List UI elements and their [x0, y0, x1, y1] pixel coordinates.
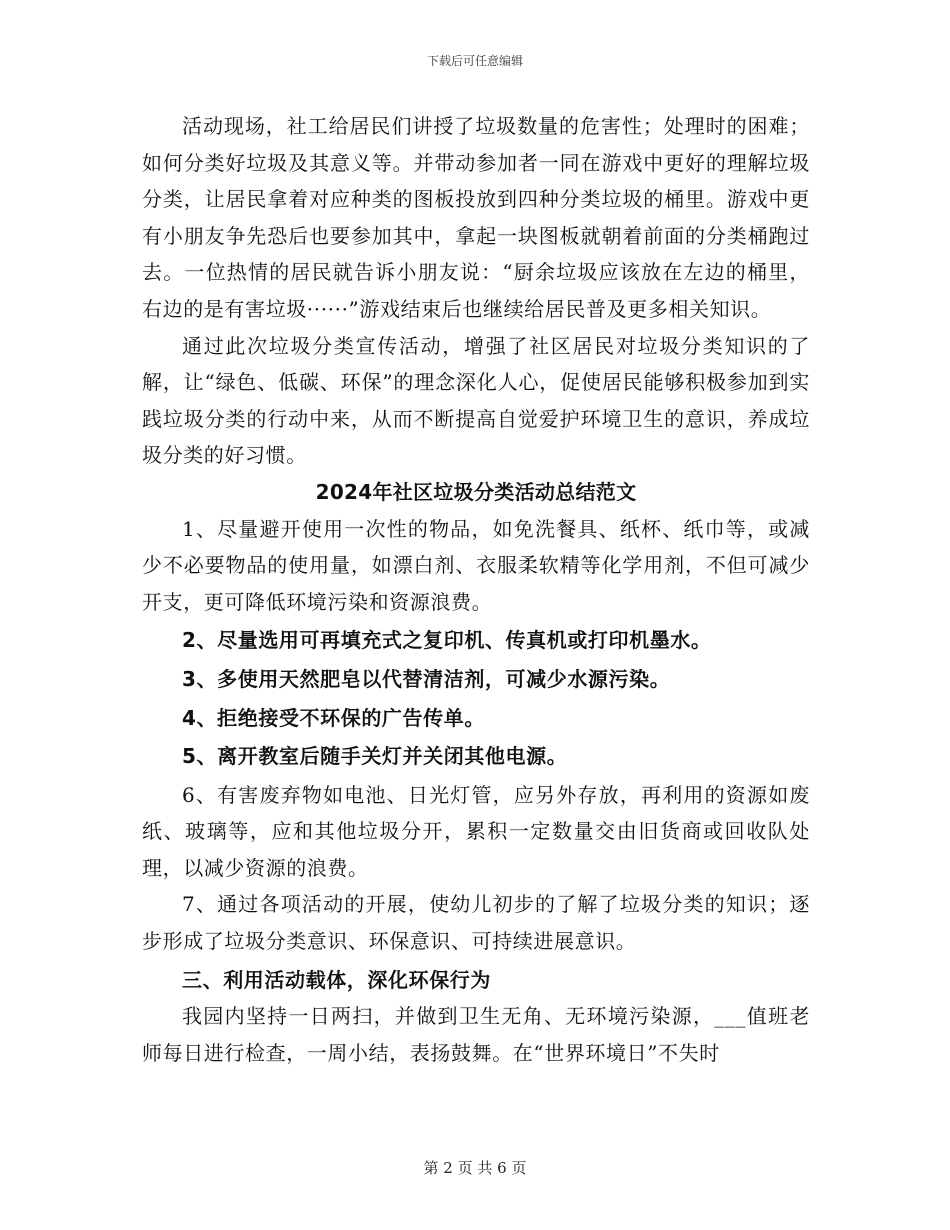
body-paragraph: 我园内坚持一日两扫，并做到卫生无角、无环境污染源，___值班老师每日进行检查，一周小结，表扬鼓舞。在“世界环境日”不失时	[142, 1004, 810, 1065]
list-item: 4、拒绝接受不环保的广告传单。	[182, 705, 485, 730]
list-item: 2、尽量选用可再填充式之复印机、传真机或打印机墨水。	[182, 628, 712, 653]
body-paragraph: 活动现场，社工给居民们讲授了垃圾数量的危害性；处理时的困难；如何分类好垃圾及其意义等。并带动参加者一同在游戏中更好的理解垃圾分类，让居民拿着对应种类的图板投放到四种分类垃圾的桶里。游戏中更有小朋友争先恐后也要参加其中，拿起一块图板就朝着前面的分类桶跑过去。一位热情的居民就告诉小朋友说：“厨余垃圾应该放在左边的桶里，右边的是有害垃圾······”游戏结束后也继续给居民普及更多相关知识。	[142, 114, 810, 321]
list-item: 1、尽量避开使用一次性的物品，如免洗餐具、纸杯、纸巾等，或减少不必要物品的使用量，如漂白剂、衣服柔软精等化学用剂，不但可减少开支，更可降低环境污染和资源浪费。	[142, 516, 810, 614]
document-body	[142, 108, 810, 1071]
list-item: 3、多使用天然肥皂以代替清洁剂，可减少水源污染。	[182, 666, 671, 691]
section-title: 2024年社区垃圾分类活动总结范文	[315, 479, 637, 504]
list-item: 5、离开教室后随手关灯并关闭其他电源。	[182, 744, 568, 769]
list-item: 6、有害废弃物如电池、日光灯管，应另外存放，再利用的资源如废纸、玻璃等，应和其他垃圾分开，累积一定数量交由旧货商或回收队处理，以减少资源的浪费。	[142, 782, 810, 880]
page-header-note: 下载后可任意编辑	[426, 54, 523, 68]
list-item: 7、通过各项活动的开展，使幼儿初步的了解了垃圾分类的知识；逐步形成了垃圾分类意识、环保意识、可持续进展意识。	[142, 892, 810, 954]
page-number: 第 2 页 共 6 页	[423, 1159, 527, 1177]
subheading: 三、利用活动载体，深化环保行为	[182, 967, 491, 992]
body-paragraph: 通过此次垃圾分类宣传活动，增强了社区居民对垃圾分类知识的了解，让“绿色、低碳、环保”的理念深化人心，促使居民能够积极参加到实践垃圾分类的行动中来，从而不断提高自觉爱护环境卫生的意识，养成垃圾分类的好习惯。	[142, 333, 810, 468]
